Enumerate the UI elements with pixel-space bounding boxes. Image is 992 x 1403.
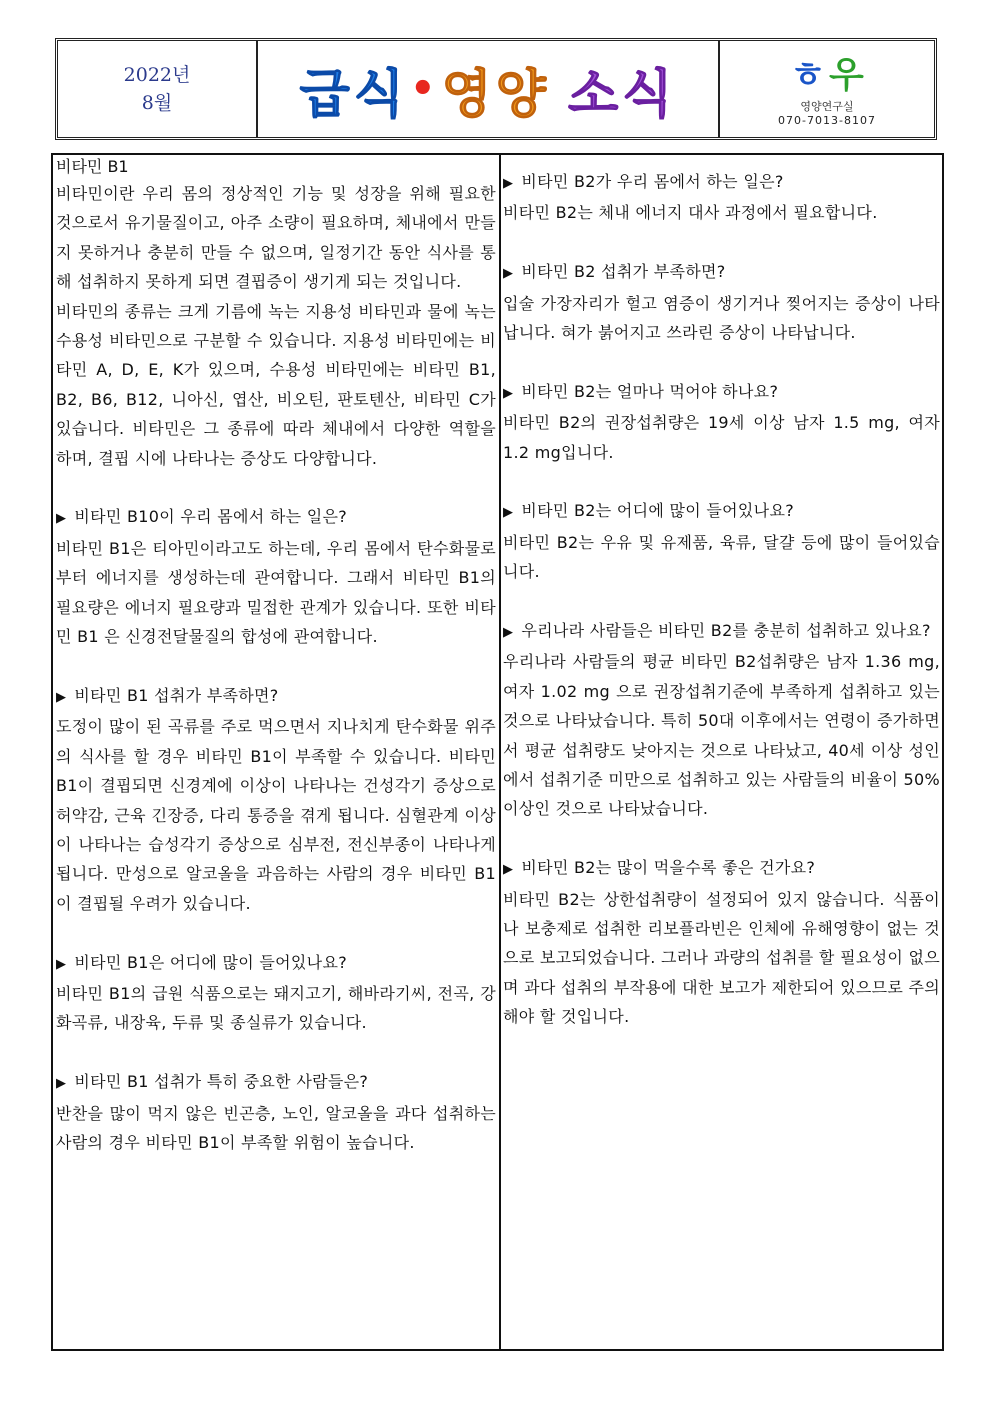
triangle-bullet-icon: ▶: [56, 511, 67, 527]
intro-paragraph-1: 비타민이란 우리 몸의 정상적인 기능 및 성장을 위해 필요한 것으로서 유기물질이고, 아주 소량이 필요하며, 체내에서 만들지 못하거나 충분히 만들 수 없으며, 일정기간 동안 식사를 통해 섭취하지 못하게 되면 결핍증이 생기게 되는 것입니다.: [56, 184, 496, 292]
organization-logo: [790, 50, 864, 94]
section-heading: [56, 1067, 496, 1098]
section-heading: [503, 853, 940, 884]
section-heading-text: 비타민 B2는 얼마나 먹어야 하나요?: [521, 381, 779, 401]
section-heading-text: 비타민 B1은 어디에 많이 들어있나요?: [74, 952, 347, 972]
section-heading: [56, 502, 496, 533]
section-heading-text: 비타민 B2는 어디에 많이 들어있나요?: [521, 501, 794, 521]
title-word-meal: 급식: [299, 64, 408, 125]
title-word-news: 소식: [568, 64, 677, 125]
section-heading: [56, 948, 496, 979]
triangle-bullet-icon: ▶: [503, 505, 514, 521]
triangle-bullet-icon: ▶: [503, 625, 514, 641]
section-heading-text: 비타민 B10이 우리 몸에서 하는 일은?: [74, 507, 348, 527]
title-dot: •: [409, 66, 440, 112]
section-heading-text: 비타민 B1 섭취가 부족하면?: [74, 685, 279, 705]
section-body: 비타민 B2는 체내 에너지 대사 과정에서 필요합니다.: [503, 203, 878, 223]
newsletter-title: [300, 52, 677, 127]
triangle-bullet-icon: ▶: [503, 385, 514, 401]
section-body: 비타민 B2는 상한섭취량이 설정되어 있지 않습니다. 식품이나 보충제로 섭취한 리보플라빈은 인체에 유해영향이 없는 것으로 보고되었습니다. 그러나 과량의 섭취를 할 필요성이 없으며 과다 섭취의 부작용에 대한 보고가 제한되어 있으므로 주의해야 할 것입니다.: [503, 889, 940, 1027]
section-heading-text: 비타민 B1 섭취가 특히 중요한 사람들은?: [74, 1072, 369, 1092]
intro-paragraph-2: 비타민의 종류는 크게 기름에 녹는 지용성 비타민과 물에 녹는 수용성 비타민으로 구분할 수 있습니다. 지용성 비타민에는 비타민 A, D, E, K가 있으며, 수용성 비타민에는 비타민 B1, B2, B6, B12, 니아신, 엽산, 비오틴, 판토텐산, 비타민 C가 있습니다. 비타민은 그 종류에 따라 체내에서 다양한 역할을 하며, 결핍 시에 나타나는 증상도 다양합니다.: [56, 301, 496, 468]
section-body: 비타민 B2는 우유 및 유제품, 육류, 달걀 등에 많이 들어있습니다.: [503, 532, 940, 582]
issue-year: 2022년: [123, 64, 191, 86]
content-area: [51, 153, 944, 1351]
triangle-bullet-icon: ▶: [503, 176, 514, 191]
right-column: [501, 155, 942, 1349]
logo-letter-w: 우: [829, 55, 864, 96]
left-column: [53, 155, 501, 1349]
section-body: 입술 가장자리가 헐고 염증이 생기거나 찢어지는 증상이 나타납니다. 혀가 붉어지고 쓰라린 증상이 나타납니다.: [503, 293, 940, 343]
title-word-nutrition: 영양: [441, 64, 551, 125]
section-body: 비타민 B1의 급원 식품으로는 돼지고기, 해바라기씨, 전곡, 강화곡류, 내장육, 두류 및 종실류가 있습니다.: [56, 983, 496, 1033]
triangle-bullet-icon: ▶: [56, 956, 67, 972]
section-heading: [503, 616, 940, 647]
section-heading-text: 비타민 B2는 많이 먹을수록 좋은 건가요?: [521, 858, 816, 878]
triangle-bullet-icon: ▶: [56, 689, 67, 705]
triangle-bullet-icon: ▶: [56, 1076, 67, 1092]
department-name: 영양연구실: [800, 100, 854, 113]
logo-letter-h: ㅎ: [790, 55, 825, 96]
title-cell: [258, 41, 720, 137]
issue-month: 8월: [141, 92, 173, 114]
section-heading-text: 우리나라 사람들은 비타민 B2를 충분히 섭취하고 있나요?: [521, 621, 931, 641]
section-heading: [503, 257, 940, 288]
section-heading: [56, 681, 496, 712]
triangle-bullet-icon: ▶: [503, 862, 514, 878]
logo-cell: [720, 41, 934, 137]
section-body: 우리나라 사람들의 평균 비타민 B2섭취량은 남자 1.36 mg, 여자 1.02 mg 으로 권장섭취기준에 부족하게 섭취하고 있는 것으로 나타났습니다. 특히 50대 이후에서는 연령이 증가하면서 평균 섭취량도 낮아지는 것으로 나타났고, 40세 이상 성인에서 섭취기준 미만으로 섭취하고 있는 사람들의 비율이 50% 이상인 것으로 나타났습니다.: [503, 652, 940, 819]
section-heading: [503, 167, 940, 198]
section-body: 반찬을 많이 먹지 않은 빈곤층, 노인, 알코올을 과다 섭취하는 사람의 경우 비타민 B1이 부족할 위험이 높습니다.: [56, 1103, 496, 1152]
section-heading: [503, 377, 940, 408]
issue-date: [58, 41, 258, 137]
section-body: 도정이 많이 된 곡류를 주로 먹으면서 지나치게 탄수화물 위주의 식사를 할 경우 비타민 B1이 부족할 수 있습니다. 비타민 B1이 결핍되면 신경계에 이상이 나타나는 건성각기 증상으로 허약감, 근육 긴장증, 다리 통증을 겪게 됩니다. 심혈관계 이상이 나타나는 습성각기 증상으로 심부전, 전신부종이 나타나게 됩니다. 만성으로 알코올을 과음하는 사람의 경우 비타민 B1이 결핍될 우려가 있습니다.: [56, 717, 496, 913]
phone-number: 070-7013-8107: [778, 114, 876, 127]
section-body: 비타민 B2의 권장섭취량은 19세 이상 남자 1.5 mg, 여자 1.2 mg입니다.: [503, 413, 940, 462]
section-heading: [503, 496, 940, 527]
intro-title: 비타민 B1: [56, 157, 129, 176]
triangle-bullet-icon: ▶: [503, 266, 514, 282]
section-heading-text: 비타민 B2 섭취가 부족하면?: [521, 262, 726, 282]
newsletter-header: [55, 38, 937, 140]
section-body: 비타민 B1은 티아민이라고도 하는데, 우리 몸에서 탄수화물로부터 에너지를 생성하는데 관여합니다. 그래서 비타민 B1의 필요량은 에너지 필요량과 밀접한 관계가 있습니다. 또한 비타민 B1 은 신경전달물질의 합성에 관여합니다.: [56, 538, 496, 647]
section-heading-text: 비타민 B2가 우리 몸에서 하는 일은?: [521, 172, 784, 191]
